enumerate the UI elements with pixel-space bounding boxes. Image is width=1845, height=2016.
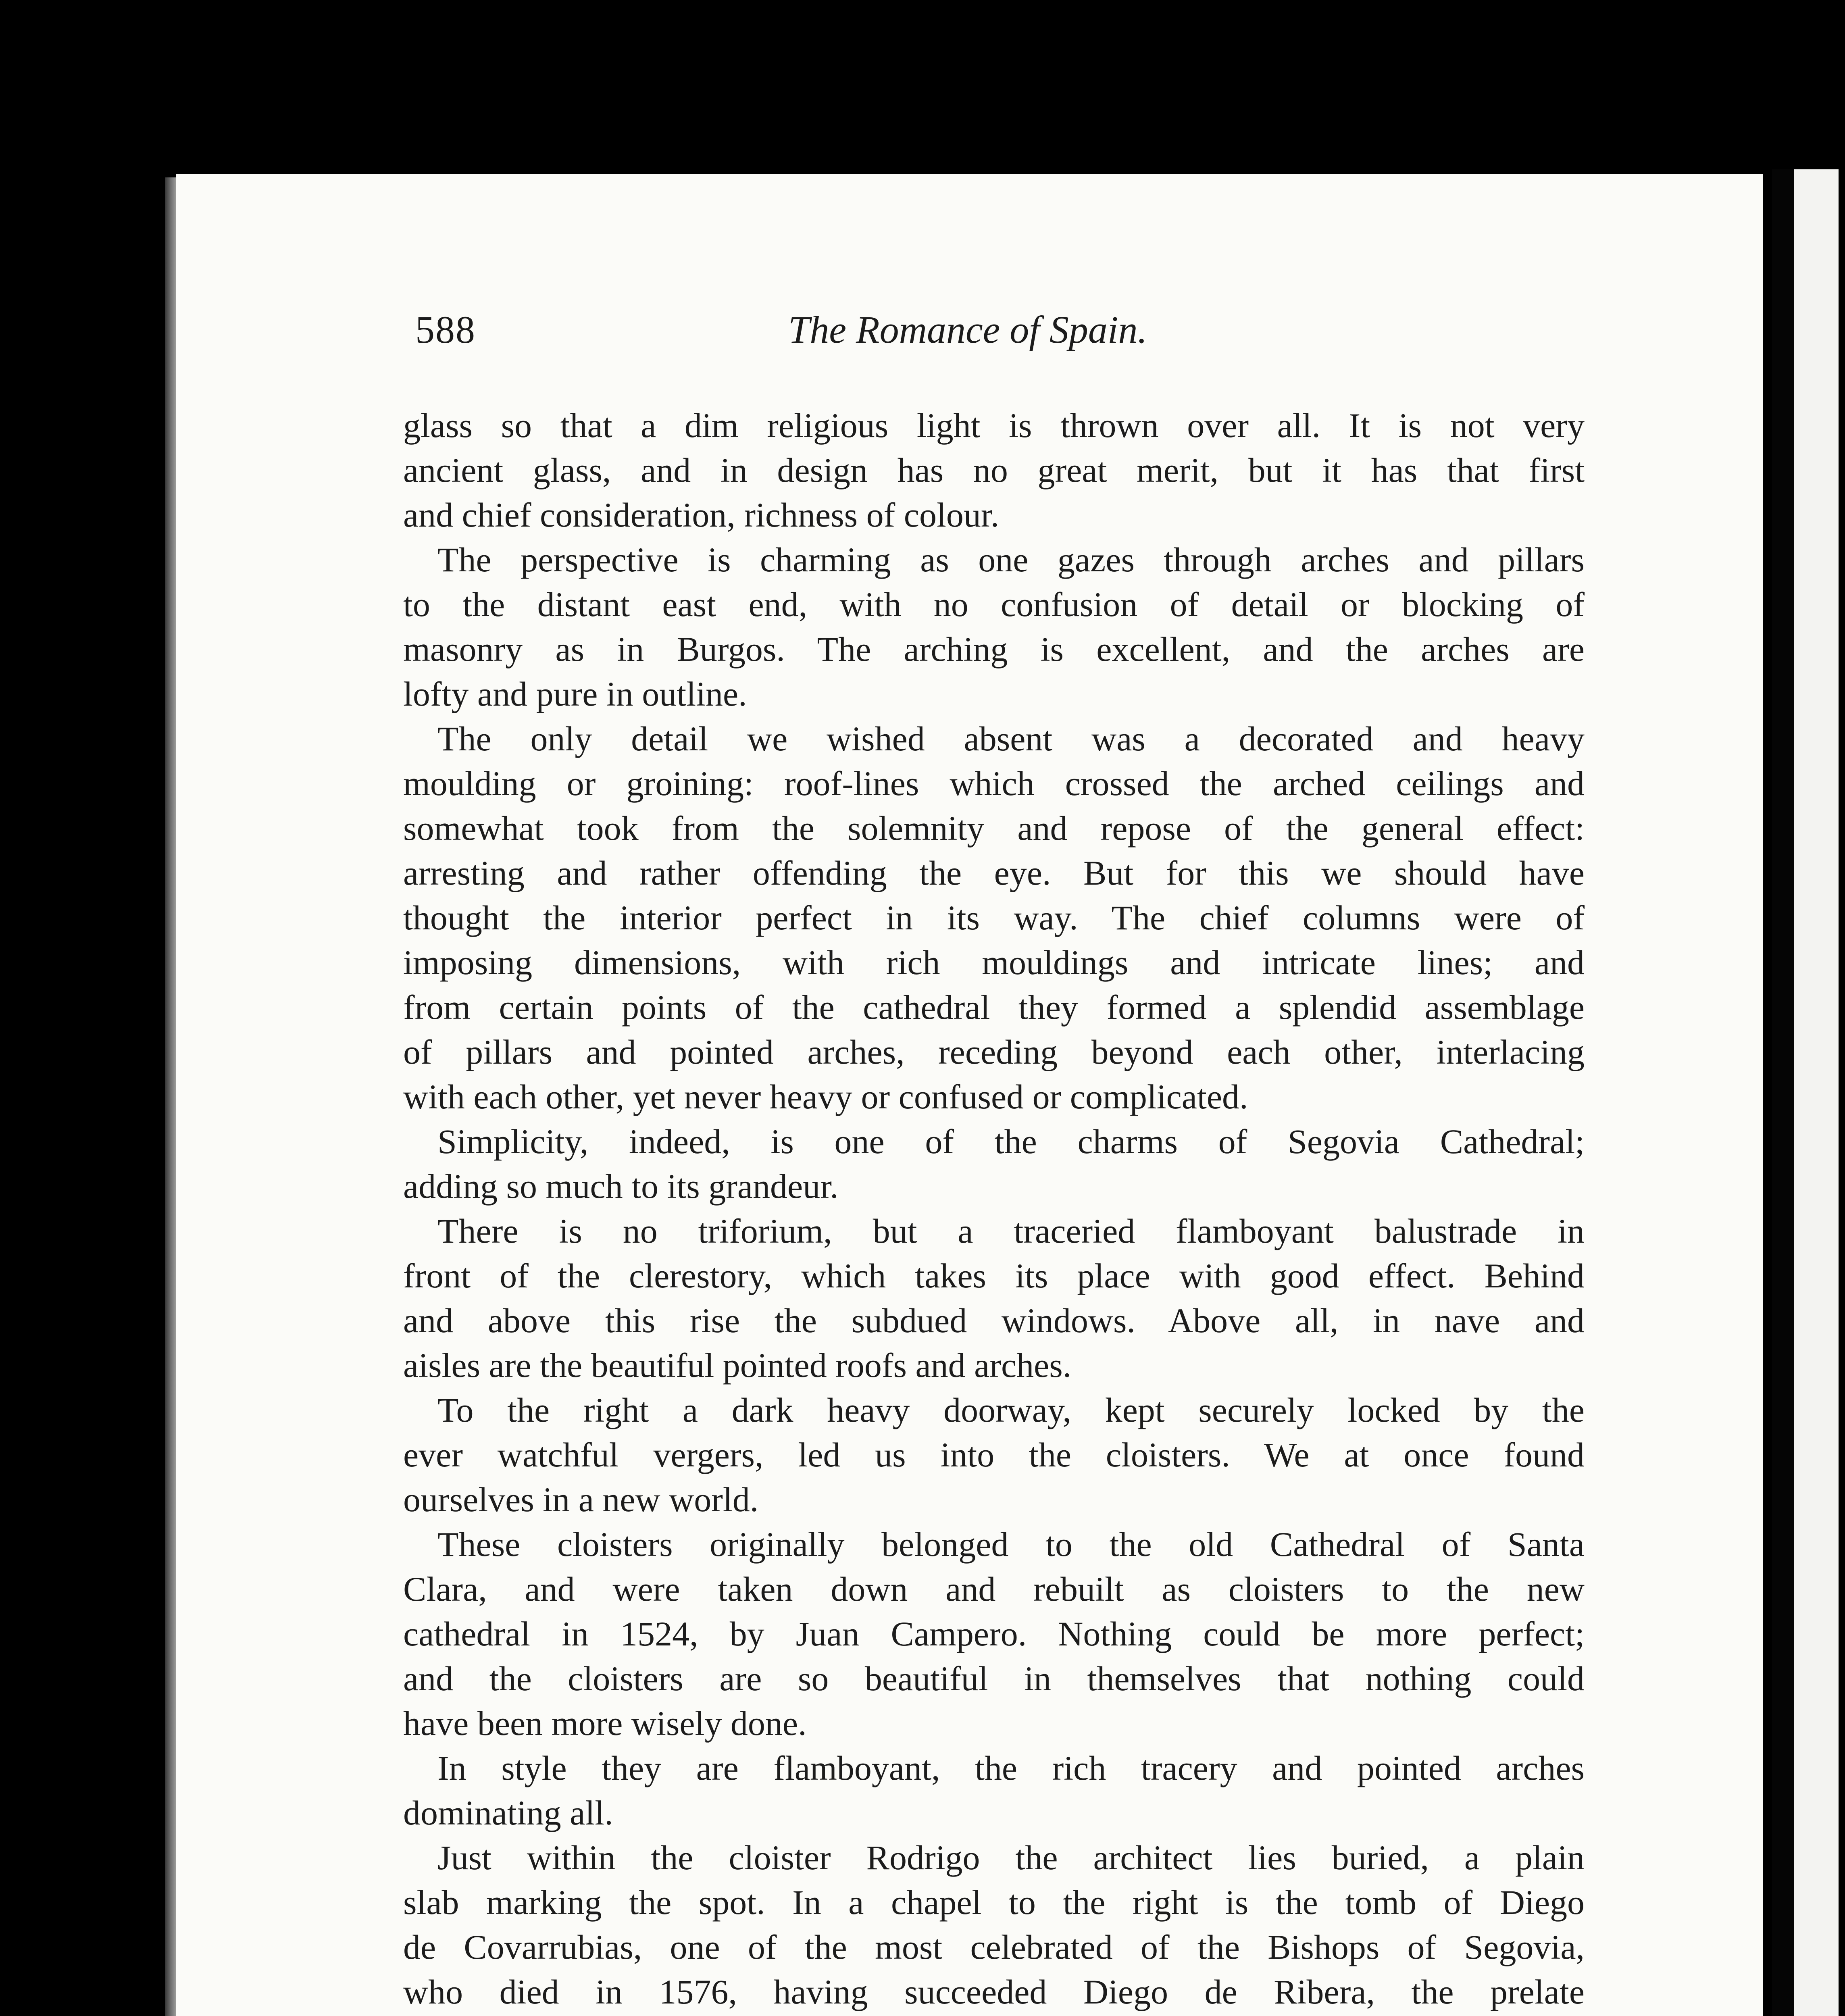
text-line: ever watchful vergers, led us into the cloisters. We at once found: [403, 1435, 1585, 1474]
text-line: To the right a dark heavy doorway, kept securely locked by the: [437, 1391, 1585, 1429]
next-page-edge: [1790, 169, 1839, 2016]
page-number: 588: [415, 308, 476, 351]
text-line: from certain points of the cathedral they formed a splendid assemblage: [403, 988, 1585, 1027]
text-line: Simplicity, indeed, is one of the charms of Segovia Cathedral;: [437, 1122, 1585, 1161]
text-line: The only detail we wished absent was a decorated and heavy: [437, 719, 1585, 758]
text-line: ancient glass, and in design has no great merit, but it has that first: [403, 451, 1585, 489]
text-line: dominating all.: [403, 1793, 613, 1832]
text-line: lofty and pure in outline.: [403, 675, 747, 713]
text-line: [403, 2014, 1585, 2016]
text-line: thought the interior perfect in its way. The chief columns were of: [403, 898, 1585, 937]
text-line: who died in 1576, having succeeded Diego de Ribera, the prelate: [403, 1972, 1585, 2011]
text-line: glass so that a dim religious light is thrown over all. It is not very: [403, 406, 1585, 445]
text-line: masonry as in Burgos. The arching is excellent, and the arches are: [403, 630, 1585, 669]
text-line: somewhat took from the solemnity and repose of the general effect:: [403, 809, 1585, 848]
text-line: These cloisters originally belonged to the old Cathedral of Santa: [437, 1525, 1585, 1564]
body-text: [403, 403, 1585, 2016]
text-line: adding so much to its grandeur.: [403, 1167, 839, 1206]
text-line: ourselves in a new world.: [403, 1480, 759, 1519]
text-line: slab marking the spot. In a chapel to the right is the tomb of Diego: [403, 1883, 1585, 1922]
text-line: In style they are flamboyant, the rich tracery and pointed arches: [437, 1749, 1585, 1787]
next-page-shadow: [1772, 169, 1794, 2016]
text-line: and above this rise the subdued windows. Above all, in nave and: [403, 1301, 1585, 1340]
text-line: and chief consideration, richness of colour.: [403, 496, 1000, 534]
text-line: front of the clerestory, which takes its place with good effect. Behind: [403, 1256, 1585, 1295]
text-line: and the cloisters are so beautiful in themselves that nothing could: [403, 1659, 1585, 1698]
text-line: Clara, and were taken down and rebuilt as cloisters to the new: [403, 1570, 1585, 1608]
text-line: have been more wisely done.: [403, 1704, 807, 1743]
text-line: imposing dimensions, with rich mouldings and intricate lines; and: [403, 943, 1585, 982]
text-line: cathedral in 1524, by Juan Campero. Nothing could be more perfect;: [403, 1614, 1585, 1653]
text-line: There is no triforium, but a traceried flamboyant balustrade in: [437, 1212, 1585, 1250]
text-line: with each other, yet never heavy or confused or complicated.: [403, 1077, 1248, 1116]
text-line: aisles are the beautiful pointed roofs and arches.: [403, 1346, 1072, 1385]
running-title: The Romance of Spain.: [788, 308, 1147, 351]
text-line: arresting and rather offending the eye. But for this we should have: [403, 854, 1585, 892]
text-line: de Covarrubias, one of the most celebrated of the Bishops of Segovia,: [403, 1928, 1585, 1966]
text-line: Just within the cloister Rodrigo the architect lies buried, a plain: [437, 1838, 1585, 1877]
text-line: to the distant east end, with no confusion of detail or blocking of: [403, 585, 1585, 624]
text-line: of pillars and pointed arches, receding beyond each other, interlacing: [403, 1033, 1585, 1071]
text-line: moulding or groining: roof-lines which crossed the arched ceilings and: [403, 764, 1585, 803]
text-line: The perspective is charming as one gazes through arches and pillars: [437, 540, 1585, 579]
